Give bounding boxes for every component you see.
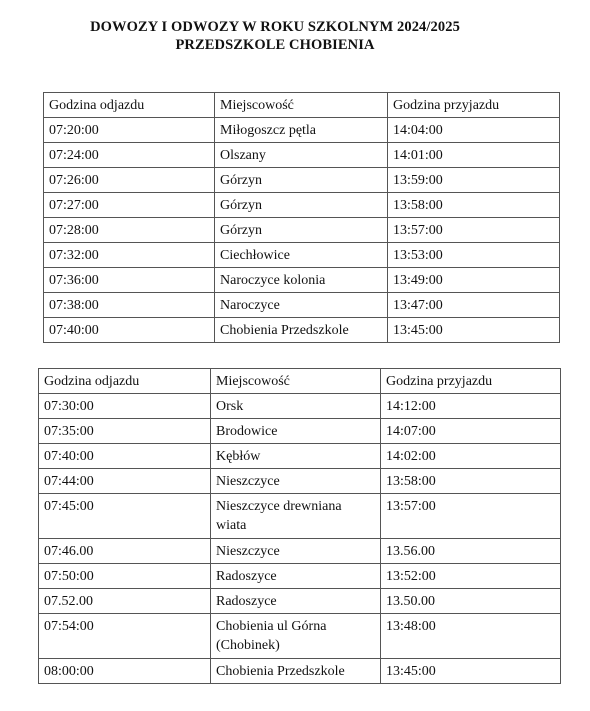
locality-cell: Chobienia Przedszkole [211, 659, 381, 684]
departure-time-cell: 07:45:00 [39, 494, 211, 539]
arrival-time-cell: 13:59:00 [388, 168, 560, 193]
departure-time-cell: 07:27:00 [44, 193, 215, 218]
arrival-time-cell: 14:12:00 [381, 394, 561, 419]
arrival-time-cell: 13.50.00 [381, 589, 561, 614]
page-subtitle: PRZEDSZKOLE CHOBIENIA [175, 37, 375, 53]
departure-time-cell: 07:32:00 [44, 243, 215, 268]
locality-cell: Nieszczyce [211, 539, 381, 564]
column-header-departure: Godzina odjazdu [44, 93, 215, 118]
arrival-time-cell: 13:48:00 [381, 614, 561, 659]
arrival-time-cell: 13:58:00 [381, 469, 561, 494]
arrival-time-cell: 13:45:00 [388, 318, 560, 343]
arrival-time-cell: 13:53:00 [388, 243, 560, 268]
locality-cell: Nieszczyce [211, 469, 381, 494]
table-row [39, 589, 561, 614]
departure-time-cell: 07:36:00 [44, 268, 215, 293]
table-row [44, 293, 560, 318]
table-row [44, 268, 560, 293]
departure-time-cell: 07:46.00 [39, 539, 211, 564]
locality-cell: Nieszczyce drewniana wiata [211, 494, 381, 539]
locality-cell: Ciechłowice [215, 243, 388, 268]
locality-cell: Orsk [211, 394, 381, 419]
departure-time-cell: 07:44:00 [39, 469, 211, 494]
table-row [44, 318, 560, 343]
arrival-time-cell: 13:58:00 [388, 193, 560, 218]
table-row [39, 419, 561, 444]
column-header-locality: Miejscowość [211, 369, 381, 394]
table-row [39, 564, 561, 589]
table-row [39, 494, 561, 539]
arrival-time-cell: 14:07:00 [381, 419, 561, 444]
departure-time-cell: 07:38:00 [44, 293, 215, 318]
locality-cell: Naroczyce [215, 293, 388, 318]
table-row [39, 614, 561, 659]
arrival-time-cell: 13.56.00 [381, 539, 561, 564]
column-header-departure: Godzina odjazdu [39, 369, 211, 394]
table-row [44, 193, 560, 218]
locality-cell: Górzyn [215, 218, 388, 243]
departure-time-cell: 07:40:00 [44, 318, 215, 343]
table-row [44, 218, 560, 243]
locality-cell: Olszany [215, 143, 388, 168]
arrival-time-cell: 14:01:00 [388, 143, 560, 168]
locality-cell: Radoszyce [211, 589, 381, 614]
table-row [39, 539, 561, 564]
departure-time-cell: 07:20:00 [44, 118, 215, 143]
arrival-time-cell: 13:45:00 [381, 659, 561, 684]
table-row [44, 168, 560, 193]
arrival-time-cell: 13:47:00 [388, 293, 560, 318]
locality-cell: Chobienia ul Górna (Chobinek) [211, 614, 381, 659]
locality-cell: Górzyn [215, 193, 388, 218]
departure-time-cell: 07:30:00 [39, 394, 211, 419]
departure-time-cell: 07.52.00 [39, 589, 211, 614]
departure-time-cell: 08:00:00 [39, 659, 211, 684]
arrival-time-cell: 13:49:00 [388, 268, 560, 293]
arrival-time-cell: 13:57:00 [381, 494, 561, 539]
arrival-time-cell: 13:57:00 [388, 218, 560, 243]
departure-time-cell: 07:50:00 [39, 564, 211, 589]
departure-time-cell: 07:35:00 [39, 419, 211, 444]
locality-cell: Brodowice [211, 419, 381, 444]
table-row [39, 469, 561, 494]
schedule-table-1 [43, 92, 560, 343]
departure-time-cell: 07:26:00 [44, 168, 215, 193]
arrival-time-cell: 13:52:00 [381, 564, 561, 589]
locality-cell: Górzyn [215, 168, 388, 193]
locality-cell: Chobienia Przedszkole [215, 318, 388, 343]
column-header-arrival: Godzina przyjazdu [388, 93, 560, 118]
locality-cell: Naroczyce kolonia [215, 268, 388, 293]
column-header-arrival: Godzina przyjazdu [381, 369, 561, 394]
locality-cell: Kębłów [211, 444, 381, 469]
departure-time-cell: 07:24:00 [44, 143, 215, 168]
locality-cell: Miłogoszcz pętla [215, 118, 388, 143]
table-row [44, 118, 560, 143]
table-row [44, 143, 560, 168]
table-header-row [44, 93, 560, 118]
table-row [39, 394, 561, 419]
table-row [44, 243, 560, 268]
table-row [39, 659, 561, 684]
arrival-time-cell: 14:02:00 [381, 444, 561, 469]
departure-time-cell: 07:28:00 [44, 218, 215, 243]
page-title: DOWOZY I ODWOZY W ROKU SZKOLNYM 2024/2025 [90, 19, 460, 35]
table-row [39, 444, 561, 469]
arrival-time-cell: 14:04:00 [388, 118, 560, 143]
departure-time-cell: 07:54:00 [39, 614, 211, 659]
locality-cell: Radoszyce [211, 564, 381, 589]
departure-time-cell: 07:40:00 [39, 444, 211, 469]
schedule-table-2 [38, 368, 561, 684]
column-header-locality: Miejscowość [215, 93, 388, 118]
table-header-row [39, 369, 561, 394]
